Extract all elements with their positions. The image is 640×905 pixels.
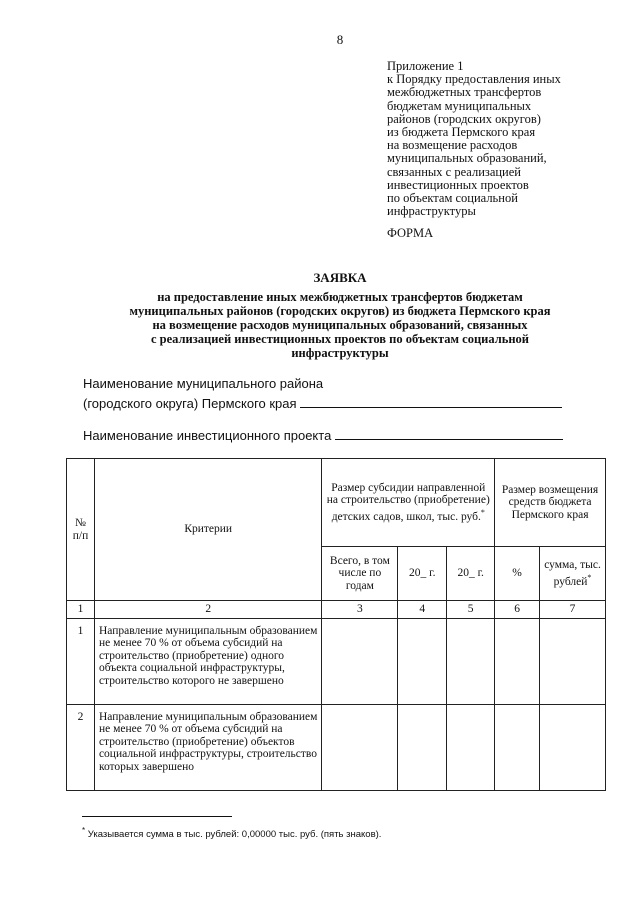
project-field	[83, 427, 563, 443]
document-subtitle	[70, 290, 610, 360]
appendix-line: по объектам социальной	[387, 191, 518, 206]
appendix-line: районов (городских округов)	[387, 111, 541, 126]
cell-sum[interactable]	[540, 618, 606, 704]
criteria-table	[66, 458, 606, 791]
column-number: 7	[540, 601, 606, 619]
header-criteria: Критерии	[94, 459, 322, 601]
subheader-percent: %	[495, 547, 540, 601]
subheader-year-1: 20_ г.	[398, 547, 447, 601]
header-subsidy-text: Размер субсидии направленной на строительство (приобретение) детских садов, школ, тыс. руб.	[326, 481, 490, 523]
footnote-divider	[82, 816, 232, 817]
subtitle-line: на предоставление иных межбюджетных трансфертов бюджетам	[157, 290, 523, 304]
page-number: 8	[336, 32, 344, 47]
cell-year-2[interactable]	[447, 618, 495, 704]
table-row	[67, 704, 606, 790]
column-number: 5	[447, 601, 495, 619]
column-number: 3	[322, 601, 398, 619]
appendix-line: связанных с реализацией	[387, 164, 521, 179]
cell-year-1[interactable]	[398, 704, 447, 790]
table-header-row	[67, 459, 606, 547]
cell-percent[interactable]	[495, 704, 540, 790]
footnote-marker: *	[82, 826, 86, 835]
column-number: 6	[495, 601, 540, 619]
footnote-marker: *	[480, 507, 485, 517]
appendix-line: инвестиционных проектов	[387, 177, 529, 192]
row-number: 1	[67, 618, 95, 704]
appendix-line: на возмещение расходов	[387, 138, 518, 153]
footnote-text: Указывается сумма в тыс. рублей: 0,00000 тыс. руб. (пять знаков).	[87, 829, 382, 841]
cell-total[interactable]	[322, 704, 398, 790]
table-row	[67, 618, 606, 704]
footnote-marker: *	[587, 572, 592, 582]
header-reimbursement: Размер возмещения средств бюджета Пермского края	[495, 459, 606, 547]
subtitle-line: на возмещение расходов муниципальных образований, связанных	[152, 318, 528, 332]
form-label: ФОРМА	[387, 226, 434, 240]
subtitle-line: инфраструктуры	[291, 346, 389, 360]
cell-sum[interactable]	[540, 704, 606, 790]
row-number: 2	[67, 704, 95, 790]
column-number: 4	[398, 601, 447, 619]
cell-year-1[interactable]	[398, 618, 447, 704]
subheader-sum	[540, 547, 606, 601]
appendix-line: межбюджетных трансфертов	[387, 85, 542, 100]
subheader-sum-text: сумма, тыс. рублей	[544, 559, 601, 588]
appendix-line: Приложение 1	[387, 59, 464, 73]
row-criteria: Направление муниципальным образованием не менее 70 % от объема субсидий на строительство (приобретение) объектов социальной инфраструктуры, строительство которых завершено	[94, 704, 322, 790]
column-number-row	[67, 601, 606, 619]
header-subsidy	[322, 459, 495, 547]
cell-percent[interactable]	[495, 618, 540, 704]
footnote	[82, 826, 381, 840]
municipality-field	[83, 395, 562, 411]
subtitle-line: муниципальных районов (городских округов) из бюджета Пермского края	[129, 304, 551, 318]
header-no: № п/п	[67, 459, 95, 601]
project-input-line[interactable]	[335, 427, 563, 440]
row-criteria: Направление муниципальным образованием не менее 70 % от объема субсидий на строительство (приобретение) одного объекта социальной инфраструктуры, строительство которого не завершено	[94, 618, 322, 704]
appendix-line: бюджетам муниципальных	[387, 98, 532, 113]
municipality-label-line2: (городского округа) Пермского края	[83, 396, 297, 411]
cell-total[interactable]	[322, 618, 398, 704]
appendix-line: к Порядку предоставления иных	[387, 72, 561, 87]
appendix-line: из бюджета Пермского края	[387, 125, 536, 140]
appendix-line: муниципальных образований,	[387, 151, 547, 166]
subheader-year-2: 20_ г.	[447, 547, 495, 601]
document-title: ЗАЯВКА	[313, 270, 367, 285]
subtitle-line: с реализацией инвестиционных проектов по объектам социальной	[150, 332, 529, 346]
appendix-block	[387, 60, 632, 218]
municipality-input-line[interactable]	[300, 395, 562, 408]
municipality-label-line1: Наименование муниципального района	[83, 376, 324, 391]
appendix-line: инфраструктуры	[387, 204, 476, 219]
column-number: 1	[67, 601, 95, 619]
project-label: Наименование инвестиционного проекта	[83, 428, 332, 443]
cell-year-2[interactable]	[447, 704, 495, 790]
column-number: 2	[94, 601, 322, 619]
subheader-total: Всего, в том числе по годам	[322, 547, 398, 601]
